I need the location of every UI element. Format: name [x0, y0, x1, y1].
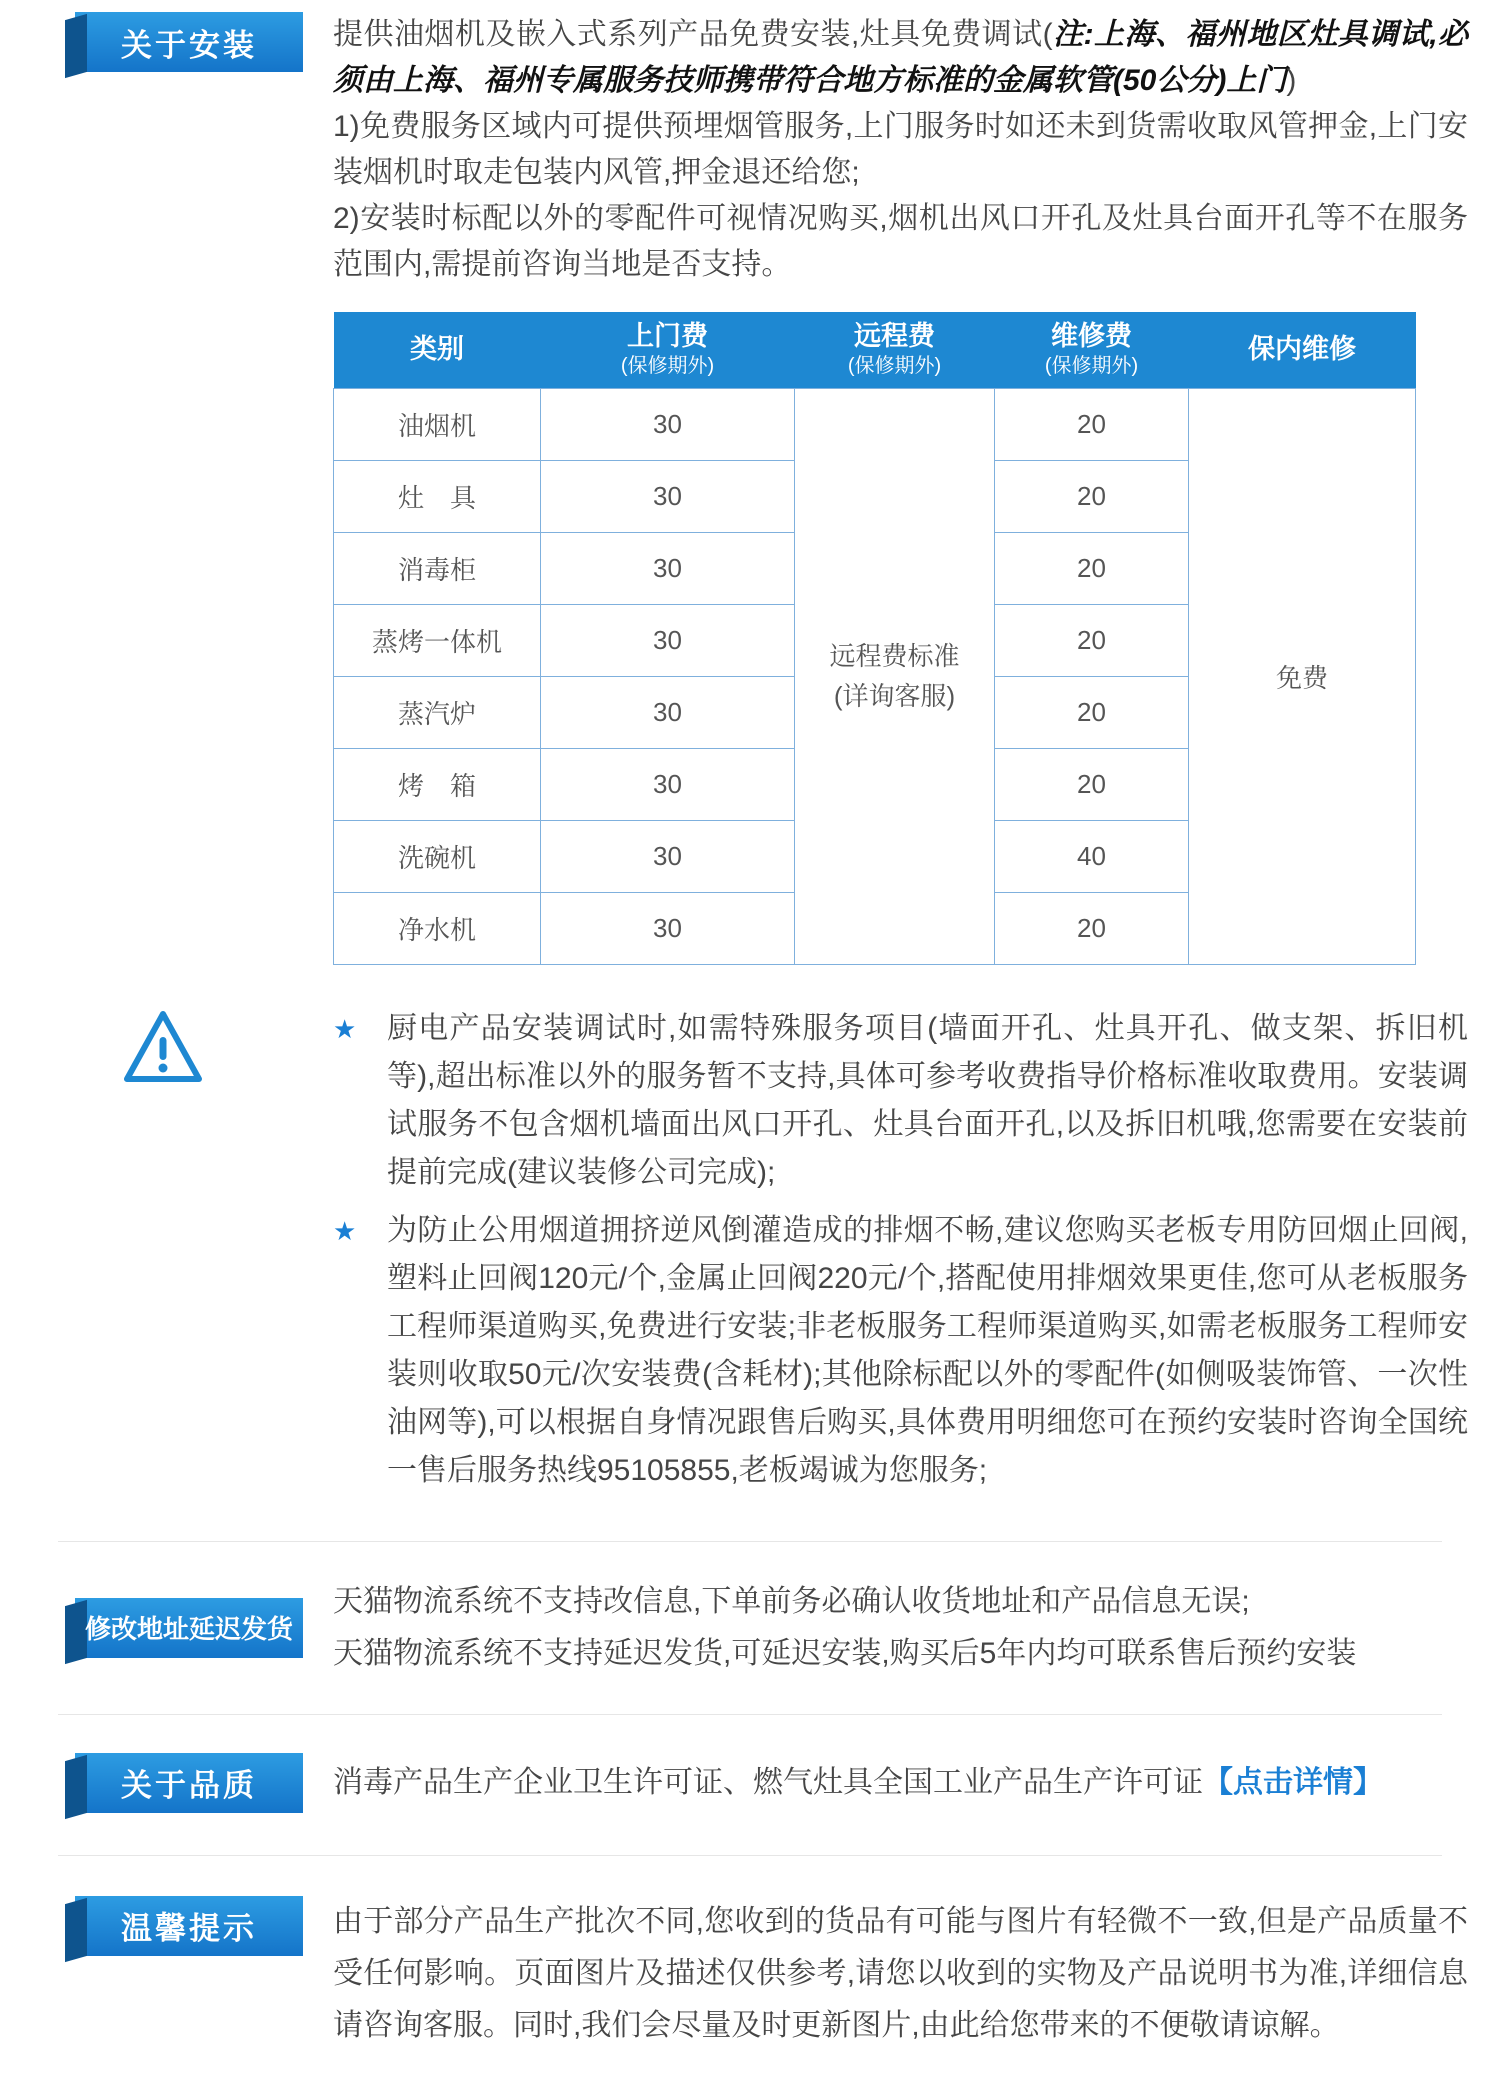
quality-detail-link[interactable]: 【点击详情】 [1203, 1765, 1383, 1799]
install-label-column [0, 12, 333, 72]
address-section-label [75, 1598, 303, 1658]
remote-fee-line-2: (详询客服) [833, 681, 956, 711]
tips-section-label-text: 温馨提示 [121, 1911, 257, 1946]
door-fee-cell: 30 [541, 892, 795, 964]
category-cell: 洗碗机 [334, 820, 541, 892]
quality-text: 消毒产品生产企业卫生许可证、燃气灶具全国工业产品生产许可证 [333, 1765, 1203, 1799]
repair-fee-cell: 20 [995, 532, 1189, 604]
door-fee-cell: 30 [541, 676, 795, 748]
header-repair-fee-text: 维修费 [1051, 321, 1132, 352]
repair-fee-cell: 40 [995, 820, 1189, 892]
fee-table-header-row [334, 312, 1416, 388]
quality-line [333, 1757, 1468, 1809]
address-label-column [0, 1598, 333, 1658]
address-line-2: 天猫物流系统不支持延迟发货,可延迟安装,购买后5年内均可联系售后预约安装 [333, 1636, 1357, 1670]
header-door-fee-sub: (保修期外) [620, 355, 715, 378]
header-repair-fee-sub: (保修期外) [1044, 355, 1139, 378]
install-section-label-text: 关于安装 [121, 27, 257, 63]
tips-section [0, 1856, 1500, 2072]
note-text: 为防止公用烟道拥挤逆风倒灌造成的排烟不畅,建议您购买老板专用防回烟止回阀,塑料止回阀120元/个,金属止回阀220元/个,搭配使用排烟效果更佳,您可从老板服务工程师渠道购买,免费进行安装;非老板服务工程师渠道购买,如需老板服务工程师安装则收取50元/次安装费(含耗材);其他除标配以外的零配件(如侧吸装饰管、一次性油网等),可以根据自身情况跟售后购买,具体费用明细您可在预约安装时咨询全国统一售后服务热线95105855,老板竭诚为您服务; [387, 1213, 1468, 1487]
quality-section-label-text: 关于品质 [121, 1768, 257, 1803]
install-intro-lead: 提供油烟机及嵌入式系列产品免费安装,灶具免费调试( [333, 18, 1053, 51]
quality-label-column [0, 1753, 333, 1813]
header-in-warranty-text: 保内维修 [1248, 334, 1356, 365]
header-category [334, 312, 541, 388]
door-fee-cell: 30 [541, 388, 795, 460]
header-category-text: 类别 [410, 334, 464, 365]
install-intro [333, 12, 1468, 104]
note-item [333, 1207, 1468, 1495]
tips-label-column [0, 1896, 333, 1956]
tips-section-label [75, 1896, 303, 1956]
door-fee-cell: 30 [541, 604, 795, 676]
install-content [333, 12, 1468, 965]
service-fee-table [333, 312, 1416, 965]
quality-section-label [75, 1753, 303, 1813]
repair-fee-cell: 20 [995, 460, 1189, 532]
door-fee-cell: 30 [541, 820, 795, 892]
header-repair-fee [995, 312, 1189, 388]
quality-content [333, 1757, 1468, 1809]
category-cell: 净水机 [334, 892, 541, 964]
install-intro-tail: ) [1286, 64, 1297, 97]
install-notes-section [0, 1005, 1500, 1541]
note-item [333, 1005, 1468, 1197]
install-intro-note: 注:上海、福州地区灶具调试,必须由上海、福州专属服务技师携带符合地方标准的金属软管(50公分)上门 [333, 18, 1469, 97]
repair-fee-cell: 20 [995, 892, 1189, 964]
in-warranty-merged-cell: 免费 [1189, 388, 1416, 964]
repair-fee-cell: 20 [995, 388, 1189, 460]
door-fee-cell: 30 [541, 532, 795, 604]
door-fee-cell: 30 [541, 748, 795, 820]
header-door-fee [541, 312, 795, 388]
door-fee-cell: 30 [541, 460, 795, 532]
star-bullet-icon: ★ [333, 1215, 357, 1246]
tips-text: 由于部分产品生产批次不同,您收到的货品有可能与图片有轻微不一致,但是产品质量不受任何影响。页面图片及描述仅供参考,请您以收到的实物及产品说明书为准,详细信息请咨询客服。同时,我们会尽量及时更新图片,由此给您带来的不便敬请谅解。 [333, 1904, 1468, 2042]
address-content [333, 1576, 1468, 1680]
address-section-label-text: 修改地址延迟发货 [84, 1614, 293, 1644]
category-cell: 烤 箱 [334, 748, 541, 820]
install-section [0, 12, 1500, 965]
quality-section [0, 1715, 1500, 1855]
tips-content [333, 1896, 1468, 2052]
category-cell: 灶 具 [334, 460, 541, 532]
category-cell: 油烟机 [334, 388, 541, 460]
repair-fee-cell: 20 [995, 748, 1189, 820]
repair-fee-cell: 20 [995, 604, 1189, 676]
header-door-fee-text: 上门费 [627, 321, 708, 352]
header-in-warranty [1189, 312, 1416, 388]
header-remote-fee-sub: (保修期外) [847, 355, 942, 378]
warning-triangle-icon [117, 1005, 333, 1094]
star-bullet-icon: ★ [333, 1013, 357, 1044]
address-section [0, 1542, 1500, 1714]
notes-icon-column [0, 1005, 333, 1094]
header-remote-fee [795, 312, 995, 388]
notes-content [333, 1005, 1468, 1505]
category-cell: 蒸汽炉 [334, 676, 541, 748]
remote-fee-merged-cell [795, 388, 995, 964]
repair-fee-cell: 20 [995, 676, 1189, 748]
install-point-2: 2)安装时标配以外的零配件可视情况购买,烟机出风口开孔及灶具台面开孔等不在服务范围内,需提前咨询当地是否支持。 [333, 202, 1468, 281]
address-line-1: 天猫物流系统不支持改信息,下单前务必确认收货地址和产品信息无误; [333, 1584, 1250, 1618]
note-text: 厨电产品安装调试时,如需特殊服务项目(墙面开孔、灶具开孔、做支架、拆旧机等),超出标准以外的服务暂不支持,具体可参考收费指导价格标准收取费用。安装调试服务不包含烟机墙面出风口开孔、灶具台面开孔,以及拆旧机哦,您需要在安装前提前完成(建议装修公司完成); [387, 1011, 1468, 1189]
category-cell: 蒸烤一体机 [334, 604, 541, 676]
remote-fee-line-1: 远程费标准 [829, 641, 960, 671]
header-remote-fee-text: 远程费 [854, 321, 935, 352]
table-row [334, 388, 1416, 460]
category-cell: 消毒柜 [334, 532, 541, 604]
install-section-label [75, 12, 303, 72]
install-point-1: 1)免费服务区域内可提供预埋烟管服务,上门服务时如还未到货需收取风管押金,上门安装烟机时取走包装内风管,押金退还给您; [333, 110, 1468, 189]
